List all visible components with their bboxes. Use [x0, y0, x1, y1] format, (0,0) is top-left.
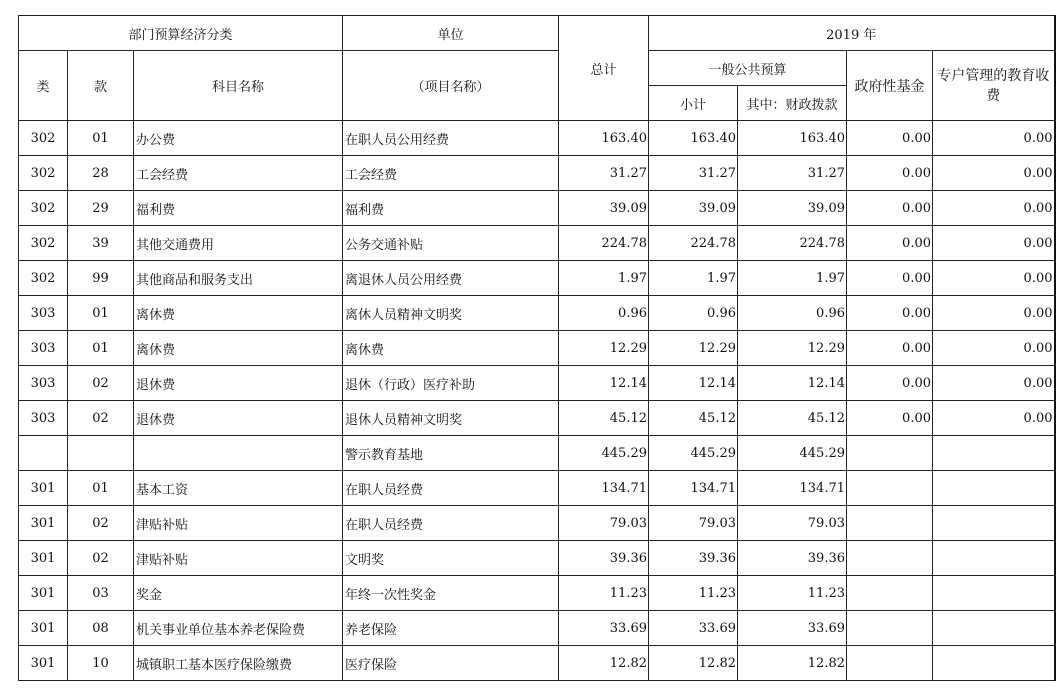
- special-edu-cell: [933, 436, 1055, 471]
- category-cell: 303: [19, 331, 68, 366]
- special-edu-cell: 0.00: [933, 121, 1055, 156]
- category-cell: 302: [19, 156, 68, 191]
- subject-cell: 离休费: [134, 331, 343, 366]
- subject-cell: 奖金: [134, 576, 343, 611]
- project-name-header: （项目名称）: [343, 51, 559, 121]
- table-row: [19, 611, 1055, 646]
- total-cell: 0.96: [559, 296, 649, 331]
- project-cell: 福利费: [343, 191, 559, 226]
- subtotal-cell: 11.23: [649, 576, 738, 611]
- category-cell: 301: [19, 541, 68, 576]
- gov-fund-cell: [847, 471, 933, 506]
- total-cell: 33.69: [559, 611, 649, 646]
- subject-cell: 福利费: [134, 191, 343, 226]
- fiscal-cell: 445.29: [738, 436, 847, 471]
- fiscal-cell: 0.96: [738, 296, 847, 331]
- total-cell: 79.03: [559, 506, 649, 541]
- gov-fund-cell: [847, 436, 933, 471]
- category-cell: 303: [19, 366, 68, 401]
- total-cell: 224.78: [559, 226, 649, 261]
- special-edu-cell: [933, 471, 1055, 506]
- project-cell: 警示教育基地: [343, 436, 559, 471]
- special-edu-cell: [933, 576, 1055, 611]
- table-row: [19, 471, 1055, 506]
- gov-fund-cell: 0.00: [847, 401, 933, 436]
- project-cell: 退休人员精神文明奖: [343, 401, 559, 436]
- subtotal-cell: 445.29: [649, 436, 738, 471]
- special-edu-header: 专户管理的教育收费: [933, 51, 1055, 121]
- subject-cell: 其他商品和服务支出: [134, 261, 343, 296]
- unit-header: 单位: [343, 16, 559, 51]
- fiscal-cell: 134.71: [738, 471, 847, 506]
- subject-cell: 退休费: [134, 401, 343, 436]
- subtotal-cell: 31.27: [649, 156, 738, 191]
- item-cell: 99: [68, 261, 134, 296]
- subject-cell: 津贴补贴: [134, 506, 343, 541]
- special-edu-cell: 0.00: [933, 261, 1055, 296]
- project-cell: 离退休人员公用经费: [343, 261, 559, 296]
- gov-fund-cell: 0.00: [847, 296, 933, 331]
- category-header: 类: [19, 51, 68, 121]
- special-edu-cell: 0.00: [933, 156, 1055, 191]
- total-cell: 11.23: [559, 576, 649, 611]
- gov-fund-cell: 0.00: [847, 331, 933, 366]
- budget-table: [18, 15, 1056, 681]
- subtotal-cell: 45.12: [649, 401, 738, 436]
- general-budget-header: 一般公共预算: [649, 51, 847, 86]
- table-row: [19, 506, 1055, 541]
- gov-fund-cell: 0.00: [847, 366, 933, 401]
- item-cell: 03: [68, 576, 134, 611]
- special-edu-cell: [933, 506, 1055, 541]
- subject-cell: 退休费: [134, 366, 343, 401]
- table-row: [19, 296, 1055, 331]
- total-cell: 445.29: [559, 436, 649, 471]
- category-cell: 301: [19, 646, 68, 681]
- table-row: [19, 156, 1055, 191]
- project-cell: 在职人员经费: [343, 506, 559, 541]
- table-row: [19, 541, 1055, 576]
- category-cell: [19, 436, 68, 471]
- fiscal-cell: 12.82: [738, 646, 847, 681]
- subtotal-cell: 12.14: [649, 366, 738, 401]
- year-header: 2019 年: [649, 16, 1055, 51]
- subject-cell: 基本工资: [134, 471, 343, 506]
- gov-fund-cell: 0.00: [847, 121, 933, 156]
- special-edu-cell: 0.00: [933, 191, 1055, 226]
- subject-cell: 其他交通费用: [134, 226, 343, 261]
- special-edu-cell: 0.00: [933, 331, 1055, 366]
- project-cell: 医疗保险: [343, 646, 559, 681]
- item-cell: 02: [68, 541, 134, 576]
- subject-cell: 城镇职工基本医疗保险缴费: [134, 646, 343, 681]
- total-cell: 45.12: [559, 401, 649, 436]
- gov-fund-header: 政府性基金: [847, 51, 933, 121]
- total-cell: 31.27: [559, 156, 649, 191]
- subtotal-cell: 33.69: [649, 611, 738, 646]
- subject-cell: [134, 436, 343, 471]
- special-edu-cell: [933, 541, 1055, 576]
- category-cell: 301: [19, 611, 68, 646]
- item-cell: 01: [68, 296, 134, 331]
- item-cell: 02: [68, 401, 134, 436]
- project-cell: 离休费: [343, 331, 559, 366]
- gov-fund-cell: [847, 611, 933, 646]
- item-cell: 10: [68, 646, 134, 681]
- special-edu-cell: [933, 646, 1055, 681]
- fiscal-cell: 224.78: [738, 226, 847, 261]
- fiscal-cell: 39.09: [738, 191, 847, 226]
- category-cell: 301: [19, 506, 68, 541]
- gov-fund-cell: 0.00: [847, 261, 933, 296]
- total-cell: 12.14: [559, 366, 649, 401]
- fiscal-cell: 1.97: [738, 261, 847, 296]
- table-row: [19, 646, 1055, 681]
- subject-cell: 津贴补贴: [134, 541, 343, 576]
- project-cell: 离休人员精神文明奖: [343, 296, 559, 331]
- subtotal-cell: 12.82: [649, 646, 738, 681]
- category-cell: 303: [19, 296, 68, 331]
- item-cell: 28: [68, 156, 134, 191]
- category-cell: 302: [19, 261, 68, 296]
- item-cell: 02: [68, 506, 134, 541]
- special-edu-cell: 0.00: [933, 366, 1055, 401]
- subtotal-cell: 224.78: [649, 226, 738, 261]
- total-cell: 1.97: [559, 261, 649, 296]
- category-cell: 302: [19, 226, 68, 261]
- gov-fund-cell: [847, 541, 933, 576]
- subtotal-cell: 39.09: [649, 191, 738, 226]
- table-row: [19, 191, 1055, 226]
- subtotal-cell: 134.71: [649, 471, 738, 506]
- project-cell: 退休（行政）医疗补助: [343, 366, 559, 401]
- category-cell: 303: [19, 401, 68, 436]
- category-cell: 301: [19, 471, 68, 506]
- table-row: [19, 121, 1055, 156]
- subject-cell: 机关事业单位基本养老保险费: [134, 611, 343, 646]
- project-cell: 年终一次性奖金: [343, 576, 559, 611]
- special-edu-cell: 0.00: [933, 401, 1055, 436]
- gov-fund-cell: [847, 646, 933, 681]
- total-header: 总计: [559, 16, 649, 121]
- subtotal-header: 小计: [649, 86, 738, 121]
- item-cell: 01: [68, 471, 134, 506]
- gov-fund-cell: 0.00: [847, 191, 933, 226]
- special-edu-cell: 0.00: [933, 226, 1055, 261]
- subtotal-cell: 12.29: [649, 331, 738, 366]
- project-cell: 工会经费: [343, 156, 559, 191]
- subject-cell: 办公费: [134, 121, 343, 156]
- subject-name-header: 科目名称: [134, 51, 343, 121]
- gov-fund-cell: [847, 576, 933, 611]
- fiscal-cell: 45.12: [738, 401, 847, 436]
- gov-fund-cell: 0.00: [847, 156, 933, 191]
- dept-classification-header: 部门预算经济分类: [19, 16, 343, 51]
- subtotal-cell: 39.36: [649, 541, 738, 576]
- subtotal-cell: 79.03: [649, 506, 738, 541]
- category-cell: 302: [19, 191, 68, 226]
- item-cell: 02: [68, 366, 134, 401]
- item-header: 款: [68, 51, 134, 121]
- total-cell: 134.71: [559, 471, 649, 506]
- special-edu-cell: 0.00: [933, 296, 1055, 331]
- item-cell: 39: [68, 226, 134, 261]
- subject-cell: 离休费: [134, 296, 343, 331]
- fiscal-cell: 31.27: [738, 156, 847, 191]
- fiscal-cell: 12.29: [738, 331, 847, 366]
- table-row: [19, 436, 1055, 471]
- total-cell: 12.82: [559, 646, 649, 681]
- total-cell: 163.40: [559, 121, 649, 156]
- project-cell: 在职人员公用经费: [343, 121, 559, 156]
- project-cell: 养老保险: [343, 611, 559, 646]
- gov-fund-cell: 0.00: [847, 226, 933, 261]
- fiscal-cell: 79.03: [738, 506, 847, 541]
- table-row: [19, 226, 1055, 261]
- table-row: [19, 401, 1055, 436]
- project-cell: 在职人员经费: [343, 471, 559, 506]
- subtotal-cell: 1.97: [649, 261, 738, 296]
- special-edu-cell: [933, 611, 1055, 646]
- item-cell: 01: [68, 331, 134, 366]
- total-cell: 39.36: [559, 541, 649, 576]
- item-cell: 01: [68, 121, 134, 156]
- item-cell: 29: [68, 191, 134, 226]
- fiscal-cell: 12.14: [738, 366, 847, 401]
- fiscal-cell: 39.36: [738, 541, 847, 576]
- header-row-2: [19, 51, 1055, 86]
- category-cell: 301: [19, 576, 68, 611]
- fiscal-cell: 11.23: [738, 576, 847, 611]
- fiscal-cell: 163.40: [738, 121, 847, 156]
- category-cell: 302: [19, 121, 68, 156]
- table-row: [19, 331, 1055, 366]
- total-cell: 39.09: [559, 191, 649, 226]
- table-row: [19, 576, 1055, 611]
- fiscal-cell: 33.69: [738, 611, 847, 646]
- item-cell: [68, 436, 134, 471]
- header-row-1: [19, 16, 1055, 51]
- subtotal-cell: 163.40: [649, 121, 738, 156]
- subject-cell: 工会经费: [134, 156, 343, 191]
- item-cell: 08: [68, 611, 134, 646]
- gov-fund-cell: [847, 506, 933, 541]
- table-row: [19, 366, 1055, 401]
- subtotal-cell: 0.96: [649, 296, 738, 331]
- project-cell: 公务交通补贴: [343, 226, 559, 261]
- total-cell: 12.29: [559, 331, 649, 366]
- project-cell: 文明奖: [343, 541, 559, 576]
- table-row: [19, 261, 1055, 296]
- fiscal-header: 其中：财政拨款: [738, 86, 847, 121]
